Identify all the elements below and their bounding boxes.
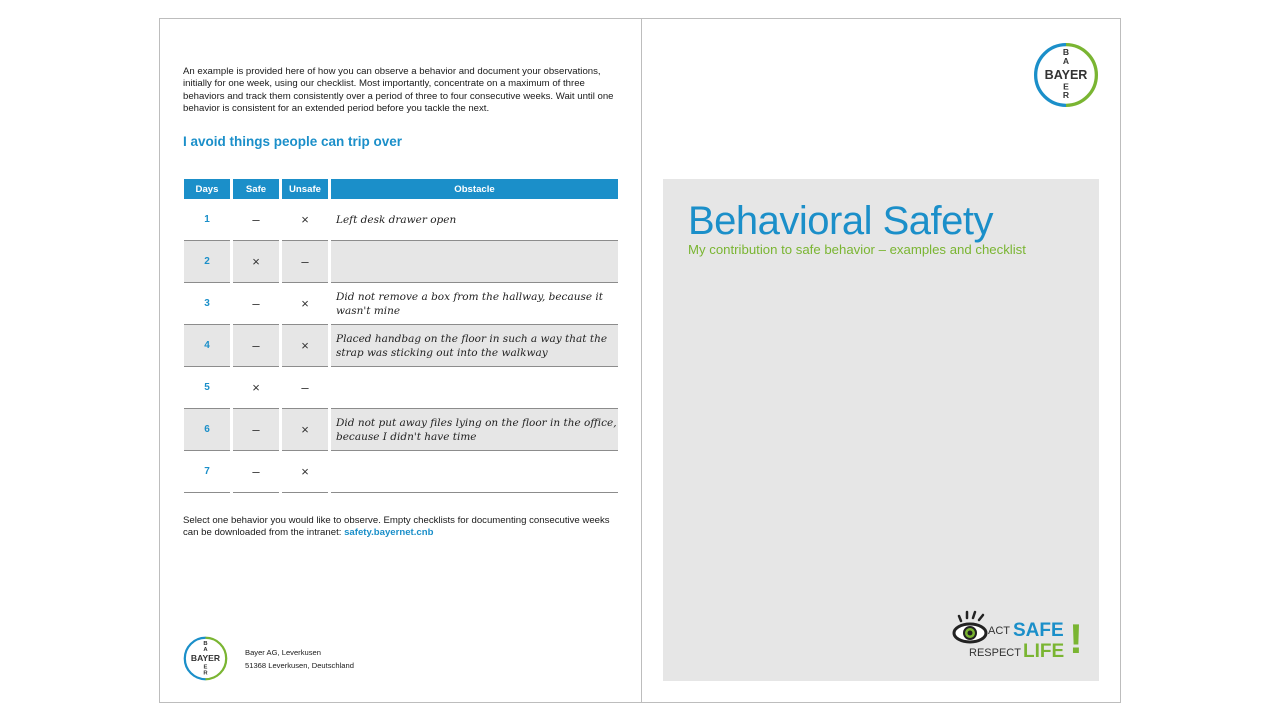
safe-cell: – [233, 283, 279, 325]
table-row [184, 325, 618, 367]
brochure-spread [159, 18, 1121, 703]
bayer-cross-logo [1033, 42, 1099, 113]
unsafe-cell: × [282, 409, 328, 451]
svg-text:R: R [1062, 90, 1070, 101]
cover-subtitle: My contribution to safe behavior – examples and checklist [688, 242, 1026, 257]
slogan-respect: RESPECT [969, 647, 1021, 659]
unsafe-cell: – [282, 367, 328, 409]
table-row [184, 409, 618, 451]
obstacle-cell [331, 367, 618, 409]
cover-title: Behavioral Safety [688, 199, 994, 243]
day-cell: 6 [184, 409, 230, 451]
act-safe-respect-life-logo [951, 609, 1086, 669]
table-row [184, 199, 618, 241]
unsafe-cell: × [282, 451, 328, 493]
svg-text:B: B [203, 641, 208, 647]
svg-text:B: B [1062, 47, 1070, 58]
table-row [184, 367, 618, 409]
day-cell: 1 [184, 199, 230, 241]
table-row [184, 451, 618, 493]
outro-text: Select one behavior you would like to observe. Empty checklists for documenting consecutive weeks can be downloaded from the intranet: [183, 515, 610, 539]
eye-icon [951, 609, 991, 649]
safe-cell: × [233, 367, 279, 409]
unsafe-cell: – [282, 241, 328, 283]
slogan-exclamation: ! [1069, 615, 1083, 662]
slogan-act: ACT [988, 625, 1010, 637]
days-header: Days [184, 179, 230, 199]
cover-panel [663, 179, 1099, 681]
svg-text:R: R [203, 670, 208, 677]
day-cell: 7 [184, 451, 230, 493]
company-line-1: Bayer AG, Leverkusen [245, 648, 321, 657]
svg-text:E: E [1063, 81, 1069, 92]
unsafe-cell: × [282, 199, 328, 241]
company-line-2: 51368 Leverkusen, Deutschland [245, 660, 354, 670]
unsafe-cell: × [282, 283, 328, 325]
safe-cell: × [233, 241, 279, 283]
obstacle-cell: Did not put away files lying on the floor in the office, because I didn't have time [331, 409, 618, 451]
obstacle-cell [331, 451, 618, 493]
table-header-row [184, 179, 618, 199]
day-cell: 4 [184, 325, 230, 367]
safe-cell: – [233, 199, 279, 241]
obstacle-header: Obstacle [331, 179, 618, 199]
checklist-table [181, 179, 621, 493]
obstacle-cell: Did not remove a box from the hallway, because it wasn't mine [331, 283, 618, 325]
intranet-link[interactable]: safety.bayernet.cnb [344, 527, 434, 539]
outro-paragraph [183, 515, 619, 540]
svg-text:E: E [203, 664, 208, 671]
obstacle-cell: Left desk drawer open [331, 199, 618, 241]
slogan-life: LIFE [1023, 641, 1065, 662]
safe-cell: – [233, 451, 279, 493]
unsafe-header: Unsafe [282, 179, 328, 199]
svg-text:A: A [1062, 55, 1070, 66]
intro-paragraph: An example is provided here of how you can observe a behavior and document your observations, initially for one week, using our checklist. Most importantly, concentrate on a maximum of three behaviors and track them consistently over a period of three to four consecutive weeks. Wait until one behavior is consistent for an extended period before you tackle the next. [183, 66, 614, 115]
behavior-heading: I avoid things people can trip over [183, 134, 403, 149]
day-cell: 5 [184, 367, 230, 409]
safe-header: Safe [233, 179, 279, 199]
svg-text:BAYER: BAYER [190, 653, 221, 664]
safe-cell: – [233, 409, 279, 451]
unsafe-cell: × [282, 325, 328, 367]
table-row [184, 283, 618, 325]
obstacle-cell: Placed handbag on the floor in such a way that the strap was sticking out into the walkway [331, 325, 618, 367]
day-cell: 2 [184, 241, 230, 283]
company-address [245, 647, 354, 672]
day-cell: 3 [184, 283, 230, 325]
table-row [184, 241, 618, 283]
slogan-safe: SAFE [1013, 620, 1064, 641]
svg-text:BAYER: BAYER [1044, 67, 1088, 82]
obstacle-cell [331, 241, 618, 283]
safe-cell: – [233, 325, 279, 367]
bayer-cross-logo-small [183, 636, 228, 686]
page-fold [641, 19, 642, 702]
svg-text:A: A [203, 646, 208, 653]
